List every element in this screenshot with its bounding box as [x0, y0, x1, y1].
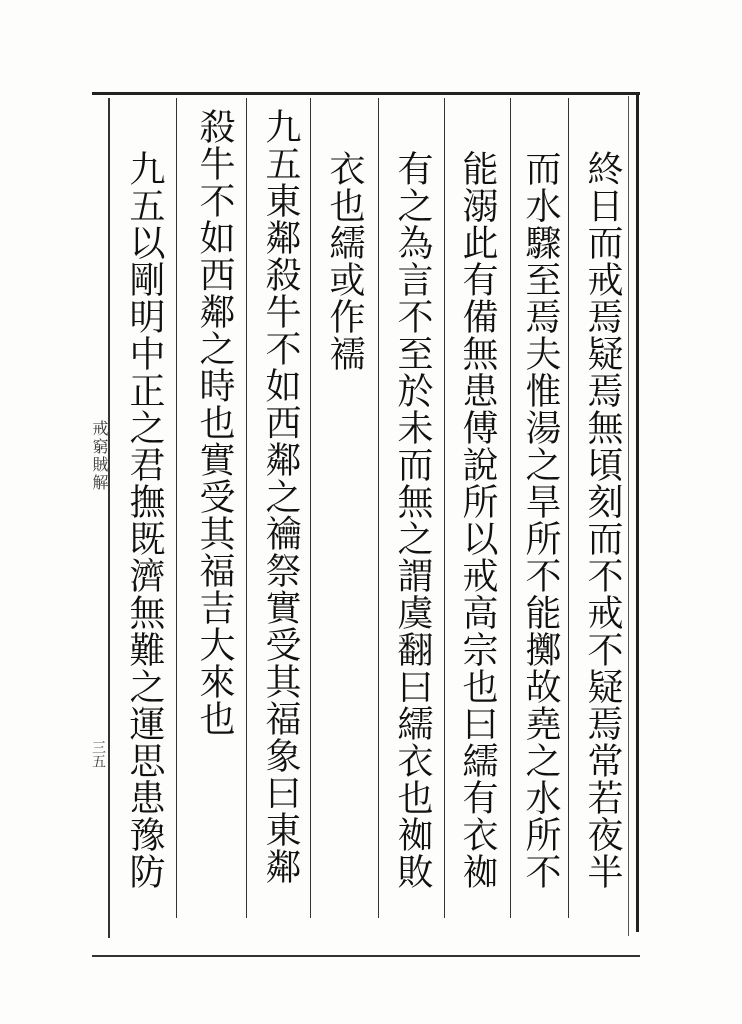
text-column-6: 九五東鄰殺牛不如西鄰之禴祭實受其福象曰東鄰	[260, 108, 301, 885]
margin-page-number: 三五	[90, 740, 106, 768]
column-rule	[176, 98, 177, 918]
text-column-2: 而水驟至焉夫惟湯之旱所不能擲故堯之水所不	[520, 150, 561, 890]
column-rule	[568, 98, 569, 918]
column-rule	[510, 98, 511, 918]
margin-strip	[92, 98, 110, 938]
text-column-5: 衣也繻或作襦	[324, 150, 365, 372]
text-column-8: 九五以剛明中正之君撫既濟無難之運思患豫防	[124, 150, 165, 890]
frame-border-inner	[628, 96, 629, 936]
text-column-1: 終日而戒焉疑焉無頃刻而不戒不疑焉常若夜半	[582, 150, 623, 890]
column-rule	[378, 98, 379, 918]
text-column-3: 能溺此有備無患傅說所以戒高宗也曰繻有衣袽	[457, 150, 498, 890]
text-column-7: 殺牛不如西鄰之時也實受其福吉大來也	[194, 108, 235, 737]
text-column-4: 有之為言不至於未而無之謂虞翻曰繻衣也袽敗	[392, 150, 433, 890]
column-rule	[444, 98, 445, 918]
margin-title: 戒窮賊解	[90, 420, 109, 492]
column-rule	[310, 98, 311, 918]
frame-border-right	[636, 92, 639, 932]
column-rule	[246, 98, 247, 918]
